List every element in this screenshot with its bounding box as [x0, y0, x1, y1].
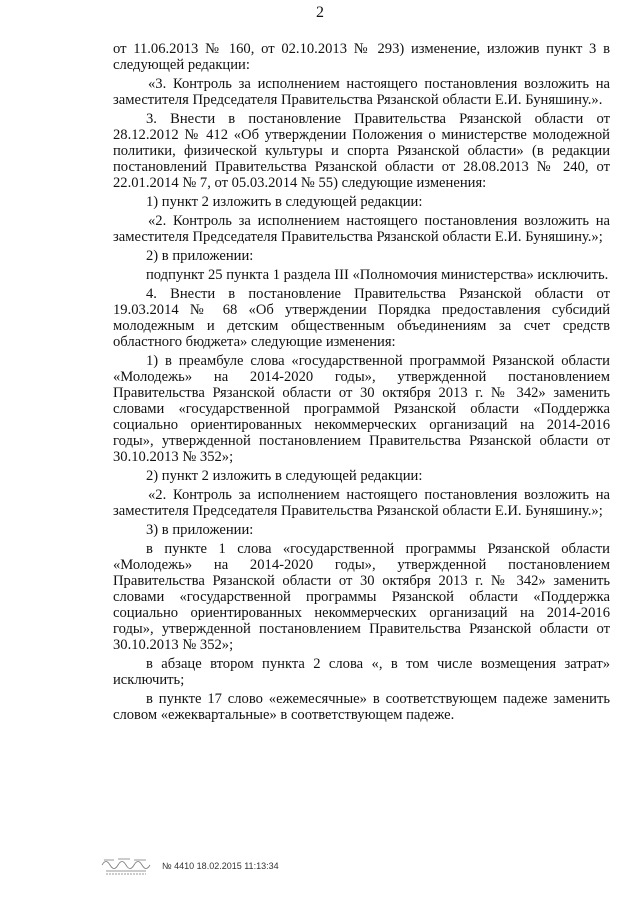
registration-number-text: № 4410 18.02.2015 11:13:34	[162, 861, 279, 871]
registration-stamp-icon	[100, 855, 152, 877]
document-body	[113, 41, 610, 726]
paragraph: «2. Контроль за исполнением настоящего постановления возложить на заместителя Председателя Правительства Рязанской области Е.И. Буняшину.»;	[113, 213, 610, 245]
paragraph: «2. Контроль за исполнением настоящего постановления возложить на заместителя Председателя Правительства Рязанской области Е.И. Буняшину.»;	[113, 487, 610, 519]
paragraph: 2) пункт 2 изложить в следующей редакции:	[146, 468, 423, 484]
document-footer	[100, 853, 279, 879]
paragraph: 1) в преамбуле слова «государственной программой Рязанской области «Молодежь» на 2014-2020 годы», утвержденной постановлением Правительства Рязанской области от 30 октября 2013 г. № 342» заменить словами «государственной программой Рязанской области «Поддержка социально ориентированных некоммерческих организаций на 2014-2016 годы», утвержденной постановлением Правительства Рязанской области от 30.10.2013 № 352»;	[113, 353, 610, 465]
paragraph: подпункт 25 пункта 1 раздела III «Полномочия министерства» исключить.	[146, 267, 609, 283]
paragraph: 2) в приложении:	[146, 248, 254, 264]
paragraph: 3. Внести в постановление Правительства Рязанской области от 28.12.2012 № 412 «Об утверждении Положения о министерстве молодежной политики, физической культуры и спорта Рязанской области» (в редакции постановлений Правительства Рязанской области от 28.08.2013 № 240, от 22.01.2014 № 7, от 05.03.2014 № 55) следующие изменения:	[113, 111, 610, 191]
paragraph: от 11.06.2013 № 160, от 02.10.2013 № 293) изменение, изложив пункт 3 в следующей редакции:	[113, 41, 610, 73]
paragraph: в пункте 17 слово «ежемесячные» в соответствующем падеже заменить словом «ежеквартальные» в соответствующем падеже.	[113, 691, 610, 723]
paragraph: 4. Внести в постановление Правительства Рязанской области от 19.03.2014 № 68 «Об утверждении Порядка предоставления субсидий молодежным и детским общественным объединениям за счет средств областного бюджета» следующие изменения:	[113, 286, 610, 350]
paragraph: «3. Контроль за исполнением настоящего постановления возложить на заместителя Председателя Правительства Рязанской области Е.И. Буняшину.».	[113, 76, 610, 108]
paragraph: 3) в приложении:	[146, 522, 254, 538]
paragraph: 1) пункт 2 изложить в следующей редакции:	[146, 194, 423, 210]
paragraph: в абзаце втором пункта 2 слова «, в том числе возмещения затрат» исключить;	[113, 656, 610, 688]
page-number: 2	[316, 4, 324, 21]
paragraph: в пункте 1 слова «государственной программы Рязанской области «Молодежь» на 2014-2020 годы», утвержденной постановлением Правительства Рязанской области от 30 октября 2013 г. № 342» заменить словами «государственной программы Рязанской области «Поддержка социально ориентированных некоммерческих организаций на 2014-2016 годы», утвержденной постановлением Правительства Рязанской области от 30.10.2013 № 352»;	[113, 541, 610, 653]
